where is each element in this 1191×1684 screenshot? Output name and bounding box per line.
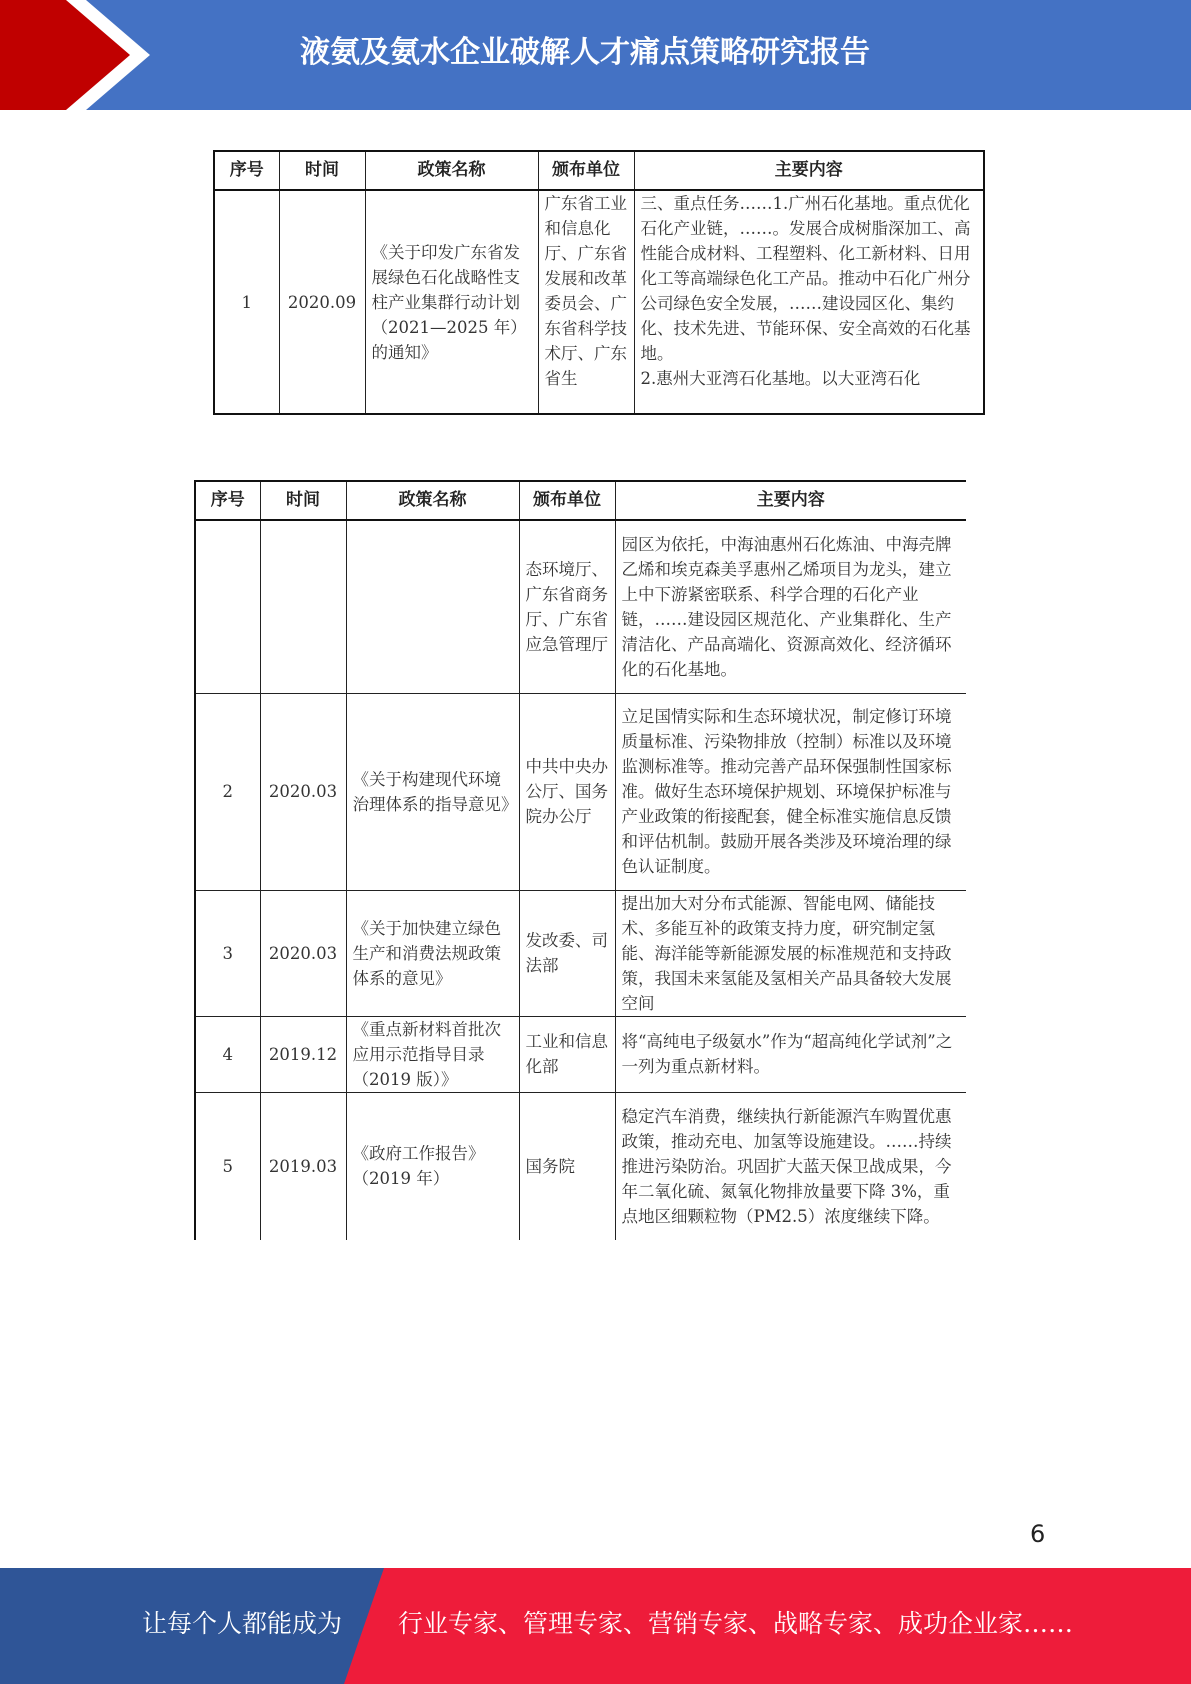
table-header-row — [195, 481, 966, 520]
cell-policy-name — [346, 520, 519, 693]
table-row — [195, 520, 966, 693]
header-name: 政策名称 — [365, 151, 538, 190]
header-name: 政策名称 — [346, 481, 519, 520]
header-content: 主要内容 — [634, 151, 984, 190]
header-bar — [0, 0, 1191, 110]
cell-policy-name: 《关于印发广东省发展绿色石化战略性支柱产业集群行动计划（2021—2025 年）的通知》 — [365, 190, 538, 414]
table-row — [214, 190, 984, 414]
table-row — [195, 693, 966, 890]
cell-policy-name: 《关于构建现代环境治理体系的指导意见》 — [346, 693, 519, 890]
cell-date: 2020.03 — [260, 693, 346, 890]
cell-issuer: 态环境厅、广东省商务厅、广东省应急管理厅 — [519, 520, 615, 693]
cell-policy-name: 《政府工作报告》（2019 年） — [346, 1092, 519, 1240]
cell-no: 4 — [195, 1016, 260, 1092]
cell-content: 园区为依托，中海油惠州石化炼油、中海壳牌乙烯和埃克森美孚惠州乙烯项目为龙头，建立上中下游紧密联系、科学合理的石化产业链，……建设园区规范化、产业集群化、生产清洁化、产品高端化、资源高效化、经济循环化的石化基地。 — [615, 520, 966, 693]
footer-slogan-right: 行业专家、管理专家、营销专家、战略专家、成功企业家…… — [398, 1609, 1074, 1638]
cell-policy-name: 《关于加快建立绿色生产和消费法规政策体系的意见》 — [346, 890, 519, 1016]
cell-date: 2019.03 — [260, 1092, 346, 1240]
cell-date: 2020.03 — [260, 890, 346, 1016]
cell-no — [195, 520, 260, 693]
cell-policy-name: 《重点新材料首批次应用示范指导目录（2019 版）》 — [346, 1016, 519, 1092]
policy-table-2-wrapper — [194, 480, 966, 1240]
table-row — [195, 1092, 966, 1240]
cell-issuer: 发改委、司法部 — [519, 890, 615, 1016]
header-issuer: 颁布单位 — [538, 151, 634, 190]
issuer-text: 广东省工业和信息化厅、广东省发展和改革委员会、广东省科学技术厅、广东省生 — [544, 194, 627, 388]
cell-no: 2 — [195, 693, 260, 890]
header-date: 时间 — [279, 151, 365, 190]
header-content: 主要内容 — [615, 481, 966, 520]
cell-date: 2019.12 — [260, 1016, 346, 1092]
cell-issuer: 国务院 — [519, 1092, 615, 1240]
content-text: 三、重点任务……1.广州石化基地。重点优化石化产业链，……。发展合成树脂深加工、高性能合成材料、工程塑料、化工新材料、日用化工等高端绿色化工产品。推动中石化广州分公司绿色安全发展，……建设园区化、集约化、技术先进、节能环保、安全高效的石化基地。 2.惠州大亚湾石化基地。以大亚湾石化 — [640, 194, 971, 388]
cell-issuer — [538, 190, 634, 414]
table-header-row — [214, 151, 984, 190]
chevron-arrow-icon — [0, 0, 160, 110]
cell-issuer: 中共中央办公厅、国务院办公厅 — [519, 693, 615, 890]
cell-content: 将“高纯电子级氨水”作为“超高纯化学试剂”之一列为重点新材料。 — [615, 1016, 966, 1092]
cell-content: 立足国情实际和生态环境状况，制定修订环境质量标准、污染物排放（控制）标准以及环境监测标准等。推动完善产品环保强制性国家标准。做好生态环境保护规划、环境保护标准与产业政策的衔接配套，健全标准实施信息反馈和评估机制。鼓励开展各类涉及环境治理的绿色认证制度。 — [615, 693, 966, 890]
cell-date: 2020.09 — [279, 190, 365, 414]
table-row — [195, 1016, 966, 1092]
header-no: 序号 — [214, 151, 279, 190]
page-number: 6 — [1030, 1520, 1046, 1548]
cell-no: 5 — [195, 1092, 260, 1240]
header-date: 时间 — [260, 481, 346, 520]
cell-date — [260, 520, 346, 693]
cell-content — [634, 190, 984, 414]
header-no: 序号 — [195, 481, 260, 520]
footer-slogan-left: 让每个人都能成为 — [142, 1609, 343, 1638]
policy-table-1 — [213, 150, 985, 415]
policy-table-2 — [194, 480, 966, 1240]
cell-no: 1 — [214, 190, 279, 414]
cell-content: 提出加大对分布式能源、智能电网、储能技术、多能互补的政策支持力度，研究制定氢能、海洋能等新能源发展的标准规范和支持政策，我国未来氢能及氢相关产品具备较大发展空间 — [615, 890, 966, 1016]
footer-banner — [0, 1568, 1191, 1684]
cell-issuer: 工业和信息化部 — [519, 1016, 615, 1092]
table-row — [195, 890, 966, 1016]
header-issuer: 颁布单位 — [519, 481, 615, 520]
report-title: 液氨及氨水企业破解人才痛点策略研究报告 — [300, 35, 870, 70]
cell-no: 3 — [195, 890, 260, 1016]
cell-content: 稳定汽车消费，继续执行新能源汽车购置优惠政策，推动充电、加氢等设施建设。……持续推进污染防治。巩固扩大蓝天保卫战成果，今年二氧化硫、氮氧化物排放量要下降 3%，重点地区细颗粒物（PM2.5）浓度继续下降。 — [615, 1092, 966, 1240]
